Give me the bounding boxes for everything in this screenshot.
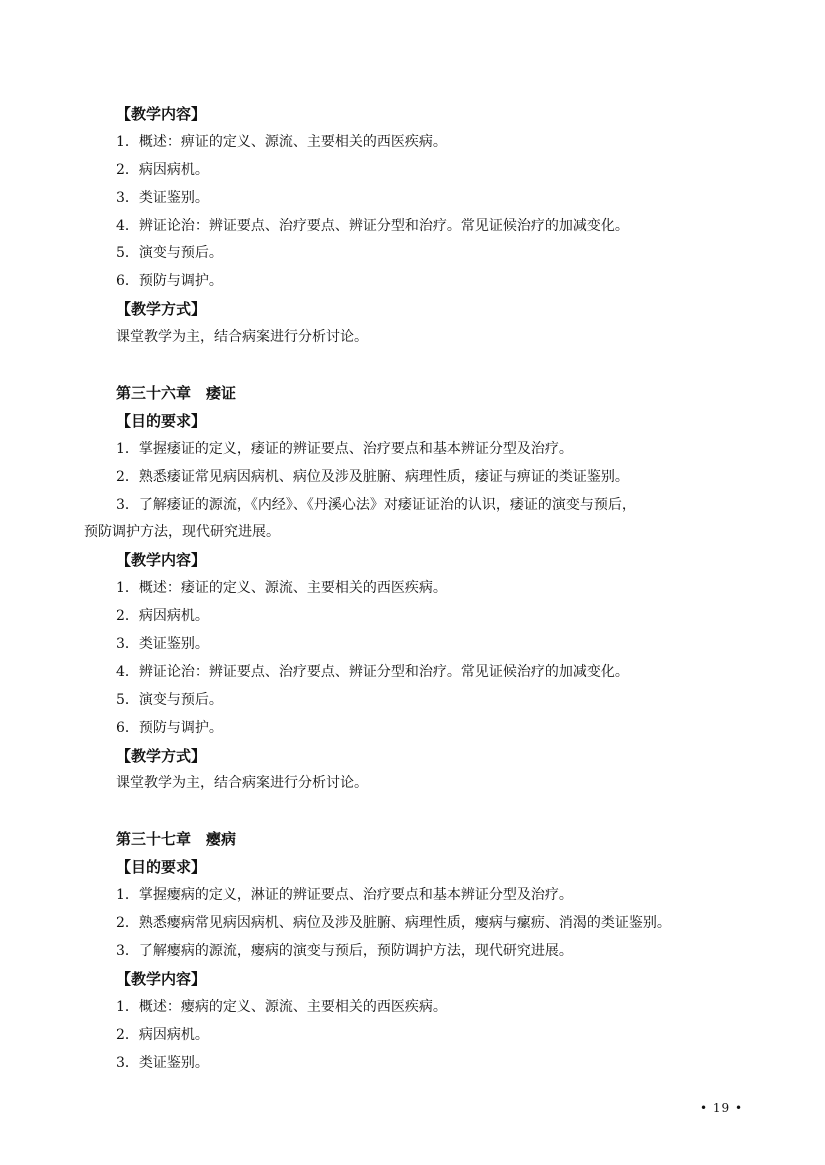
text-line: 2．熟悉瘿病常见病因病机、病位及涉及脏腑、病理性质，瘿病与瘰疬、消渴的类证鉴别。 (116, 915, 671, 932)
text-line: 6．预防与调护。 (116, 719, 223, 736)
section-heading: 【教学内容】 (116, 969, 207, 988)
text-line: 2．病因病机。 (116, 608, 209, 625)
text-line: 3．了解痿证的源流，《内经》、《丹溪心法》对痿证证治的认识，痿证的演变与预后， (116, 496, 636, 513)
text-line: 课堂教学为主，结合病案进行分析讨论。 (116, 775, 368, 792)
text-line: 3．类证鉴别。 (116, 189, 209, 206)
text-line: 6．预防与调护。 (116, 273, 223, 290)
section-heading: 【教学方式】 (116, 746, 207, 765)
text-line: 4．辨证论治：辨证要点、治疗要点、辨证分型和治疗。常见证候治疗的加减变化。 (116, 217, 629, 234)
text-line: 3．类证鉴别。 (116, 1054, 209, 1071)
text-line: 1．掌握瘿病的定义，淋证的辨证要点、治疗要点和基本辨证分型及治疗。 (116, 887, 573, 904)
section-heading: 【教学内容】 (116, 105, 207, 123)
page-content (84, 101, 764, 1077)
text-line: 1．概述：痿证的定义、源流、主要相关的西医疾病。 (116, 580, 447, 597)
section-heading: 【目的要求】 (116, 411, 207, 430)
text-line: 3．类证鉴别。 (116, 636, 209, 653)
text-line: 1．概述：瘿病的定义、源流、主要相关的西医疾病。 (116, 998, 447, 1015)
page-number: • 19 • (700, 1101, 744, 1115)
chapter-title: 第三十七章 瘿病 (116, 830, 237, 849)
text-line: 2．病因病机。 (116, 161, 209, 178)
section-heading: 【教学内容】 (116, 551, 207, 570)
section-gap (84, 352, 764, 380)
text-line: 2．病因病机。 (116, 1026, 209, 1043)
text-line: 5．演变与预后。 (116, 245, 223, 262)
text-line: 3．了解瘿病的源流，瘿病的演变与预后，预防调护方法，现代研究进展。 (116, 942, 573, 959)
section-heading: 【教学方式】 (116, 300, 207, 319)
text-line: 课堂教学为主，结合病案进行分析讨论。 (116, 329, 368, 346)
text-line: 1．掌握痿证的定义，痿证的辨证要点、治疗要点和基本辨证分型及治疗。 (116, 440, 573, 457)
text-line: 1．概述：痹证的定义、源流、主要相关的西医疾病。 (116, 133, 447, 150)
chapter-title: 第三十六章 痿证 (116, 384, 237, 403)
text-line: 5．演变与预后。 (116, 691, 223, 708)
text-line-continuation: 预防调护方法，现代研究进展。 (84, 524, 280, 541)
section-gap (84, 798, 764, 826)
section-heading: 【目的要求】 (116, 858, 207, 877)
text-line: 4．辨证论治：辨证要点、治疗要点、辨证分型和治疗。常见证候治疗的加减变化。 (116, 663, 629, 680)
text-line: 2．熟悉痿证常见病因病机、病位及涉及脏腑、病理性质，痿证与痹证的类证鉴别。 (116, 468, 629, 485)
